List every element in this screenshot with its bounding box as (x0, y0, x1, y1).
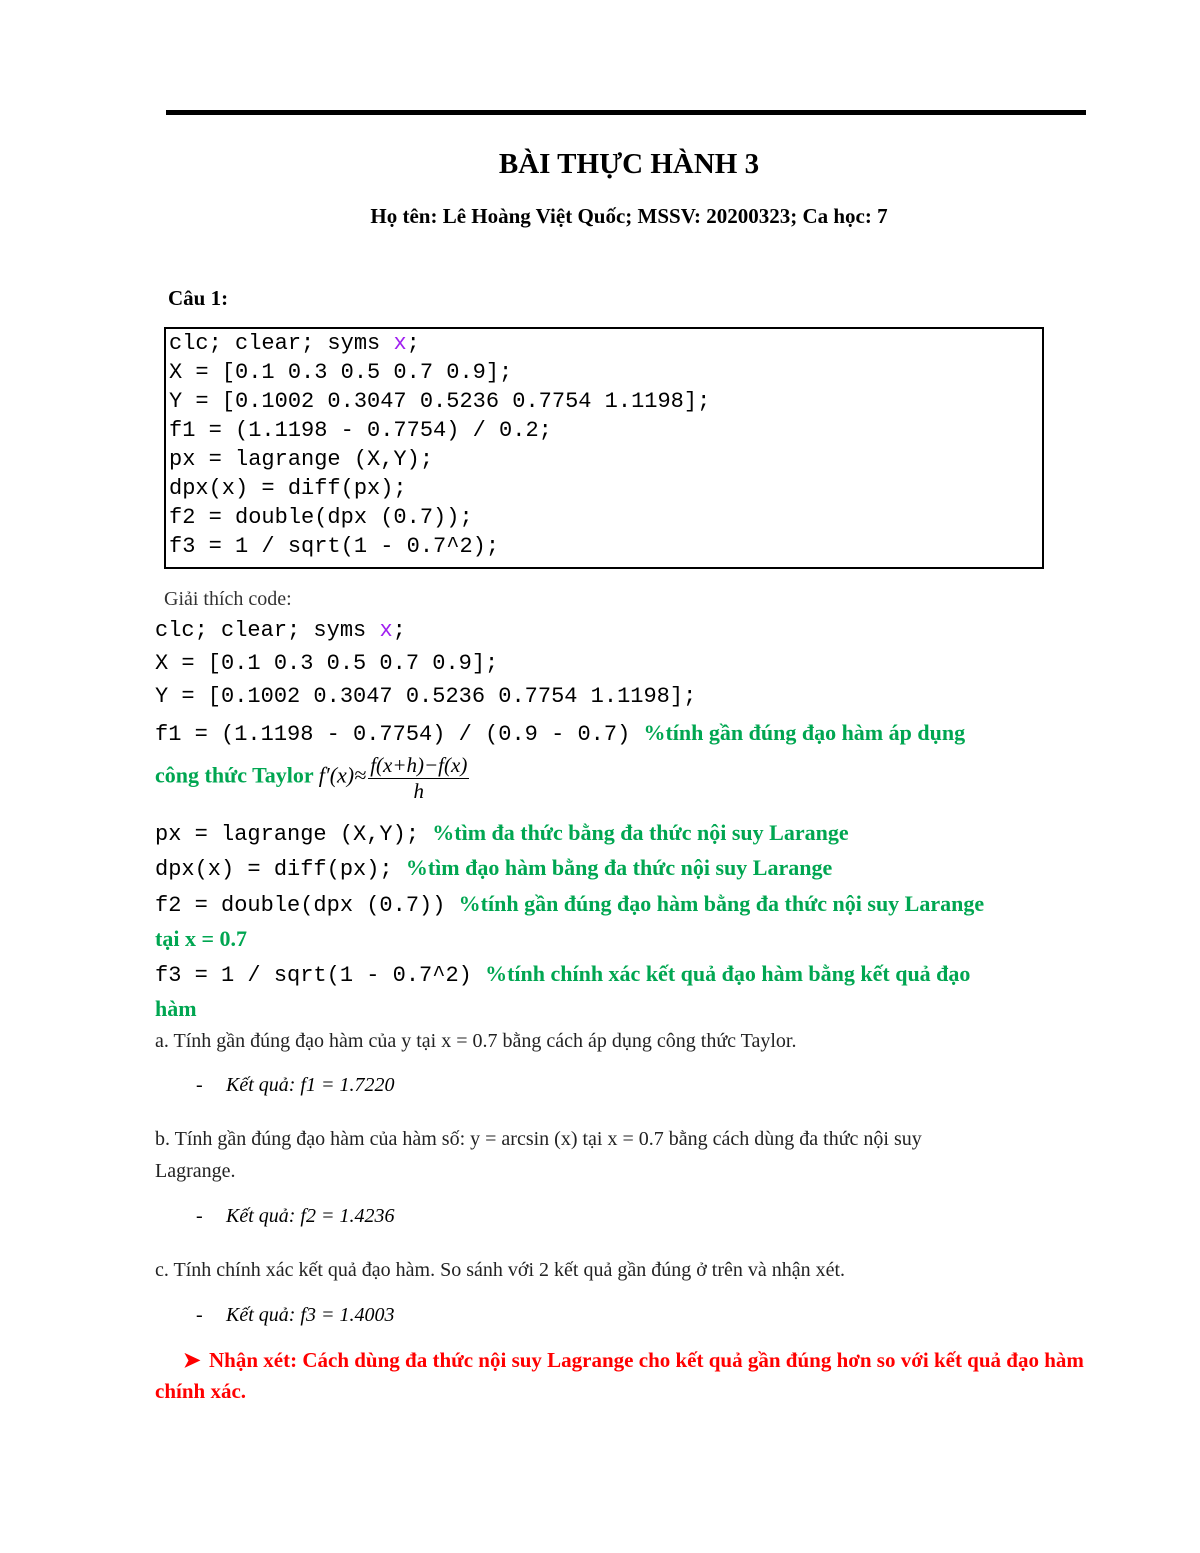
part-a-result: - Kết quả: f1 = 1.7220 (196, 1074, 395, 1096)
remark: ➤ Nhận xét: Cách dùng đa thức nội suy Lagrange cho kết quả gần đúng hơn so với kết quả đạo hàm chính xác. (155, 1345, 1095, 1407)
code-line: f2 = double(dpx (0.7)); (169, 505, 473, 530)
question-label: Câu 1: (168, 286, 229, 310)
explanation-line: Y = [0.1002 0.3047 0.5236 0.7754 1.1198]; (155, 684, 697, 709)
code-line: X = [0.1 0.3 0.5 0.7 0.9]; (169, 360, 513, 385)
explanation-line: hàm (155, 996, 197, 1021)
part-c-result: - Kết quả: f3 = 1.4003 (196, 1304, 395, 1326)
code-line: clc; clear; syms x; (169, 331, 420, 356)
explanation-label: Giải thích code: (164, 588, 292, 610)
part-b-text-cont: Lagrange. (155, 1160, 236, 1182)
explanation-line: X = [0.1 0.3 0.5 0.7 0.9]; (155, 651, 499, 676)
part-b-text: b. Tính gần đúng đạo hàm của hàm số: y = arcsin (x) tại x = 0.7 bằng cách dùng đa thức nội suy (155, 1128, 922, 1150)
code-line: dpx(x) = diff(px); (169, 476, 407, 501)
arrow-bullet-icon: ➤ (183, 1348, 201, 1372)
part-a-text: a. Tính gần đúng đạo hàm của y tại x = 0.7 bằng cách áp dụng công thức Taylor. (155, 1030, 797, 1052)
taylor-formula: f′(x)≈ $\frac{f(x+h)-f(x)}{h}$ (318, 753, 468, 803)
page-title: BÀI THỰC HÀNH 3 (498, 148, 760, 180)
taylor-formula-line: công thức Taylor f′(x)≈ $\frac{f(x+h)-f(x)}{h}$ (155, 753, 468, 803)
explanation-line: clc; clear; syms x; (155, 618, 406, 643)
part-c-text: c. Tính chính xác kết quả đạo hàm. So sánh với 2 kết quả gần đúng ở trên và nhận xét. (155, 1259, 846, 1281)
code-line: f1 = (1.1198 - 0.7754) / 0.2; (169, 418, 552, 443)
code-line: Y = [0.1002 0.3047 0.5236 0.7754 1.1198]; (169, 389, 711, 414)
explanation-line: f2 = double(dpx (0.7)) %tính gần đúng đạo hàm bằng đa thức nội suy Larange (155, 891, 985, 918)
explanation-line: dpx(x) = diff(px); %tìm đạo hàm bằng đa thức nội suy Larange (155, 855, 833, 882)
code-box (164, 327, 1044, 569)
top-rule (166, 110, 1086, 115)
part-b-result: - Kết quả: f2 = 1.4236 (196, 1205, 395, 1227)
explanation-line: f1 = (1.1198 - 0.7754) / (0.9 - 0.7) %tính gần đúng đạo hàm áp dụng (155, 720, 966, 747)
student-info: Họ tên: Lê Hoàng Việt Quốc; MSSV: 20200323; Ca học: 7 (370, 204, 888, 228)
code-line: f3 = 1 / sqrt(1 - 0.7^2); (169, 534, 500, 559)
explanation-line: f3 = 1 / sqrt(1 - 0.7^2) %tính chính xác kết quả đạo hàm bằng kết quả đạo (155, 961, 971, 988)
explanation-line: tại x = 0.7 (155, 926, 247, 951)
code-line: px = lagrange (X,Y); (169, 447, 434, 472)
explanation-line: px = lagrange (X,Y); %tìm đa thức bằng đa thức nội suy Larange (155, 820, 849, 847)
